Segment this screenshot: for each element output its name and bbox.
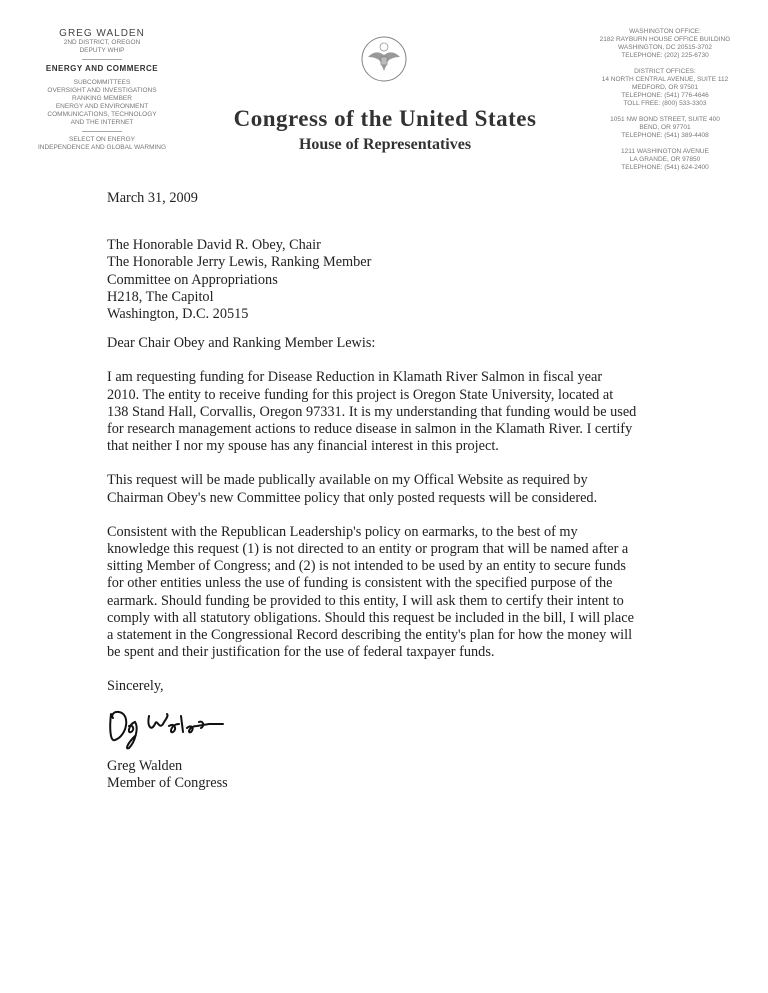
office-line: LA GRANDE, OR 97850 xyxy=(629,156,701,163)
member-role: DEPUTY WHIP xyxy=(79,47,125,54)
office-line: TELEPHONE: (541) 389-4408 xyxy=(621,132,709,139)
masthead-congress: Congress of the United States xyxy=(233,106,537,131)
letter-date: March 31, 2009 xyxy=(107,190,198,206)
subcommittee-line: SUBCOMMITTEES xyxy=(73,79,131,86)
office-line: TELEPHONE: (541) 624-2400 xyxy=(621,164,709,171)
office-line: TELEPHONE: (202) 225-6730 xyxy=(621,52,709,59)
address-line: Committee on Appropriations xyxy=(107,271,278,288)
recipient-address xyxy=(107,237,637,323)
office-line: 1051 NW BOND STREET, SUITE 400 xyxy=(610,116,720,123)
subcommittee-line: OVERSIGHT AND INVESTIGATIONS xyxy=(47,87,157,94)
member-name: GREG WALDEN xyxy=(59,28,145,39)
office-line: 1211 WASHINGTON AVENUE xyxy=(621,148,709,155)
subcommittee-line: ENERGY AND ENVIRONMENT xyxy=(55,103,149,110)
masthead-house: House of Representatives xyxy=(298,136,472,153)
office-line: TOLL FREE: (800) 533-3303 xyxy=(623,100,707,107)
body-paragraph: I am requesting funding for Disease Reduction in Klamath River Salmon in fiscal year 2010. The entity to receive funding for this project is Oregon State University, located at 138 Stand Hall, Corvallis, Oregon 97331. It is my understanding that funding would be used for research management actions to reduce disease in salmon in the Klamath River. I certify that neither I nor my spouse has any financial interest in this project. xyxy=(107,369,637,455)
member-district: 2ND DISTRICT, OREGON xyxy=(63,39,141,46)
address-line: Washington, D.C. 20515 xyxy=(107,306,249,323)
select-committee-line: SELECT ON ENERGY xyxy=(69,136,135,143)
signer-name: Greg Walden xyxy=(107,757,183,774)
salutation: Dear Chair Obey and Ranking Member Lewis: xyxy=(107,335,376,352)
subcommittee-line: RANKING MEMBER xyxy=(72,95,132,102)
divider xyxy=(82,131,122,132)
body-paragraph: Consistent with the Republican Leadership's policy on earmarks, to the best of my knowledge this request (1) is not directed to an entity or program that will be named after a sitting Member of Congress; and (2) is not intended to be used by an entity to secure funds for other entities unless the use of funding is consistent with the specified purpose of the earmark. Should funding be provided to this entity, I will ask them to certify their intent to comply with all statutory obligations. Should this request be included in the bill, I will place a statement in the Congressional Record describing the entity's plan for how the money will be spent and their justification for the use of federal taxpayer funds. xyxy=(107,523,634,661)
office-line: WASHINGTON OFFICE: xyxy=(629,28,701,35)
office-line: TELEPHONE: (541) 776-4646 xyxy=(621,92,709,99)
subcommittee-line: COMMUNICATIONS, TECHNOLOGY xyxy=(47,111,157,118)
district-office-bend xyxy=(590,116,740,140)
divider xyxy=(82,59,122,60)
office-line: 2182 RAYBURN HOUSE OFFICE BUILDING xyxy=(599,36,731,43)
address-line: The Honorable Jerry Lewis, Ranking Member xyxy=(107,254,372,271)
office-line: DISTRICT OFFICES: xyxy=(634,68,696,75)
letterhead-right xyxy=(590,28,740,180)
office-line: 14 NORTH CENTRAL AVENUE, SUITE 112 xyxy=(601,76,729,83)
eagle-seal-icon xyxy=(360,35,408,83)
district-office-medford xyxy=(590,68,740,108)
committee-name: ENERGY AND COMMERCE xyxy=(45,64,159,73)
signature-image xyxy=(105,702,245,752)
letter-body xyxy=(107,190,637,792)
subcommittee-line: AND THE INTERNET xyxy=(70,119,134,126)
letterhead-left xyxy=(28,28,176,152)
address-line: The Honorable David R. Obey, Chair xyxy=(107,237,321,254)
district-office-lagrande xyxy=(590,148,740,172)
closing: Sincerely, xyxy=(107,678,164,695)
washington-office xyxy=(590,28,740,60)
masthead xyxy=(200,106,570,154)
office-line: BEND, OR 97701 xyxy=(639,124,691,131)
select-committee-line: INDEPENDENCE AND GLOBAL WARMING xyxy=(37,144,167,151)
office-line: MEDFORD, OR 97501 xyxy=(631,84,699,91)
office-line: WASHINGTON, DC 20515-3702 xyxy=(618,44,712,51)
address-line: H218, The Capitol xyxy=(107,288,214,305)
signer-title: Member of Congress xyxy=(107,774,228,791)
body-paragraph: This request will be made publically available on my Offical Website as required by Chairman Obey's new Committee policy that only posted requests will be considered. xyxy=(107,472,598,506)
